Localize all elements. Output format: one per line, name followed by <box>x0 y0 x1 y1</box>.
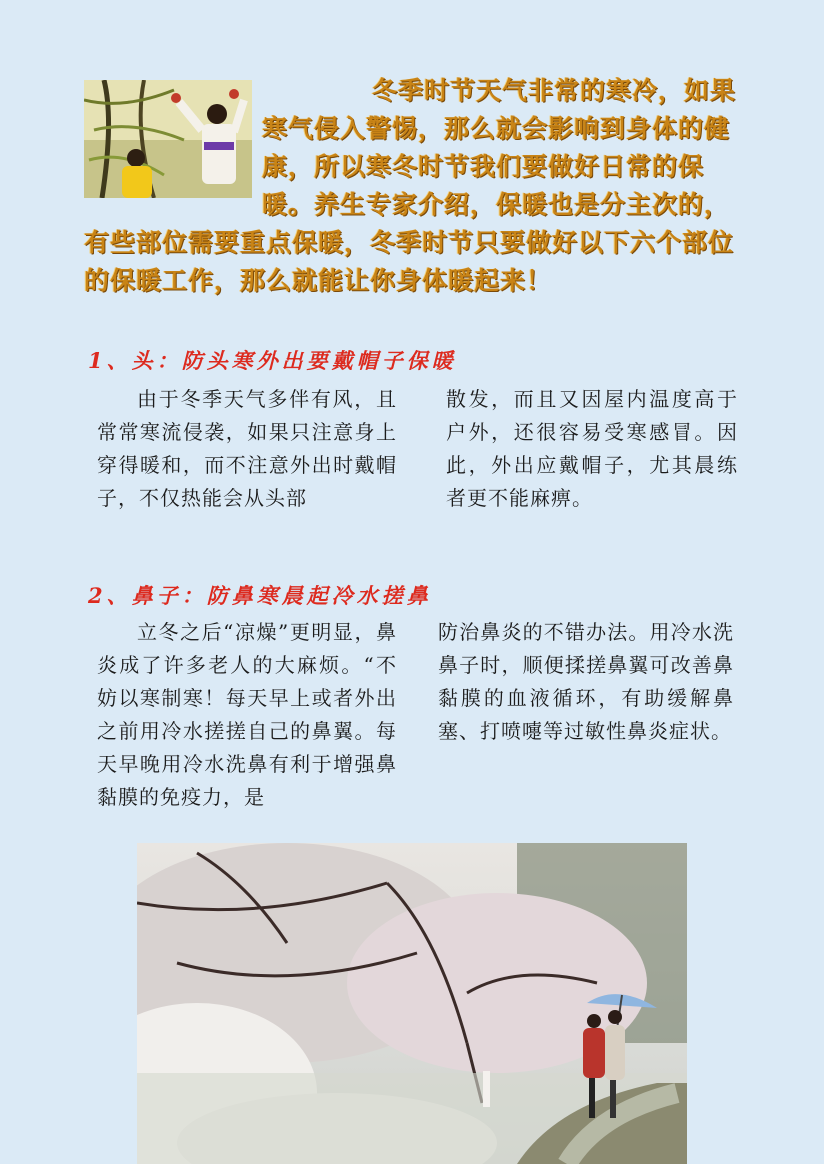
section-1-left-text: 由于冬季天气多伴有风，且常常寒流侵袭，如果只注意身上穿得暖和，而不注意外出时戴帽子，不仅热能会从头部 <box>97 387 397 510</box>
section-1-right-column <box>446 383 738 515</box>
section-2-right-text: 防治鼻炎的不错办法。用冷水洗鼻子时，顺便揉搓鼻翼可改善鼻黏膜的血液循环，有助缓解鼻塞、打喷嚏等过敏性鼻炎症状。 <box>438 620 734 743</box>
section-1-heading: 1、头：防头寒外出要戴帽子保暖 <box>88 348 457 373</box>
section-2-heading: 2、鼻子：防鼻寒晨起冷水搓鼻 <box>88 583 432 608</box>
intro-text: 冬季时节天气非常的寒冷，如果寒气侵入警惕，那么就会影响到身体的健康，所以寒冬时节我们要做好日常的保暖。养生专家介绍，保暖也是分主次的，有些部位需要重点保暖，冬季时节只要做好以下六个部位的保暖工作，那么就能让你身体暖起来！ <box>84 76 737 295</box>
intro-paragraph <box>84 72 744 300</box>
snowy-park-photo-icon <box>137 843 687 1164</box>
section-1-left-column <box>97 383 397 515</box>
section-2-right-column <box>438 616 734 748</box>
section-2-left-column <box>97 616 397 814</box>
section-1-right-text: 散发，而且又因屋内温度高于户外，还很容易受寒感冒。因此，外出应戴帽子，尤其晨练者更不能麻痹。 <box>446 387 738 510</box>
section-2-left-text: 立冬之后“凉燥”更明显，鼻炎成了许多老人的大麻烦。“不妨以寒制寒！每天早上或者外出之前用冷水搓搓自己的鼻翼。每天早晚用冷水洗鼻有利于增强鼻黏膜的免疫力，是 <box>97 620 397 809</box>
snowy-park-photo <box>137 843 687 1164</box>
intro-photo-spacer <box>84 72 262 212</box>
